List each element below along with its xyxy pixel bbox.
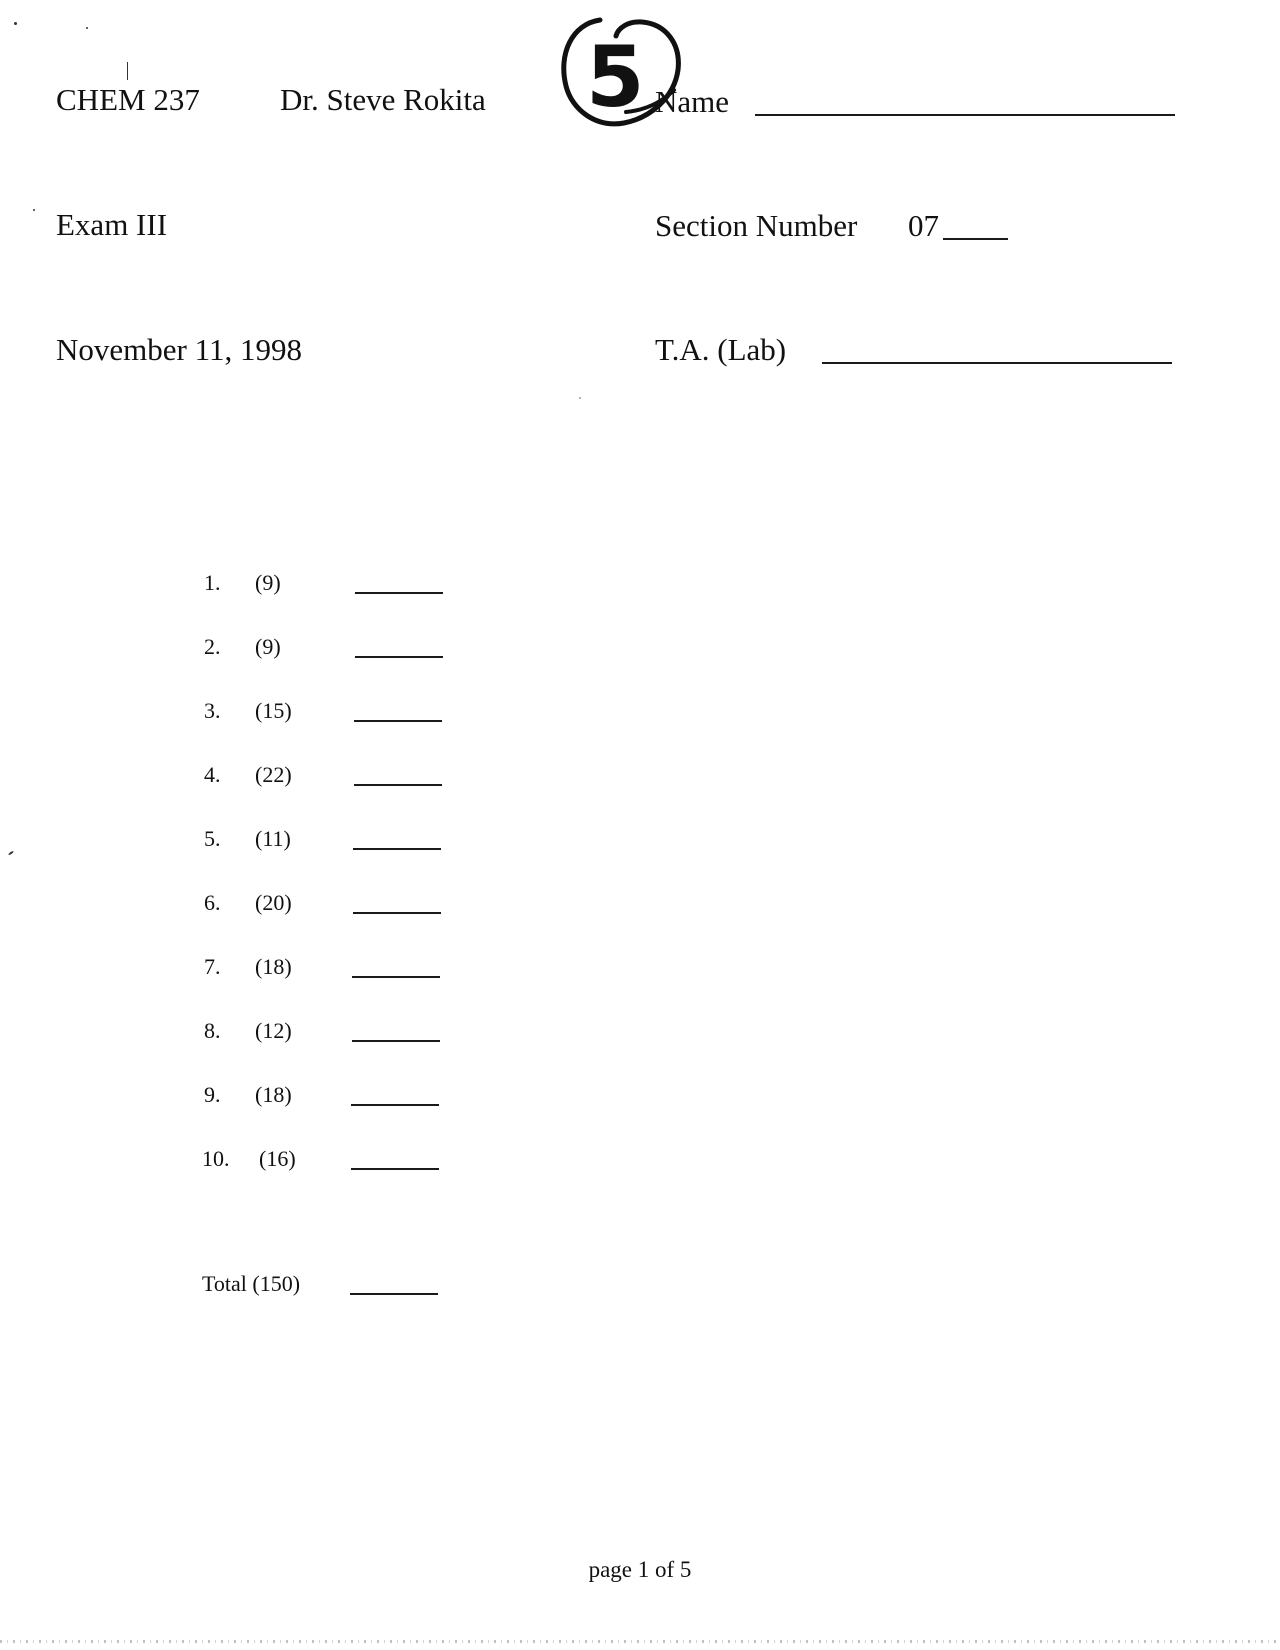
question-number: 4.	[204, 762, 221, 787]
handwritten-mark-text: 5	[586, 28, 645, 126]
ta-lab-field-line[interactable]	[822, 362, 1172, 364]
section-number-line[interactable]	[943, 238, 1008, 240]
name-label: Name	[655, 84, 730, 119]
scan-speck	[8, 850, 14, 855]
question-points: (12)	[255, 1018, 292, 1043]
question-number: 2.	[204, 634, 221, 659]
ta-lab-label: T.A. (Lab)	[655, 332, 787, 367]
question-score-blank[interactable]	[351, 1168, 439, 1170]
question-score-blank[interactable]	[353, 848, 441, 850]
question-points: (18)	[255, 1082, 292, 1107]
question-number: 3.	[204, 698, 221, 723]
scan-speck	[127, 62, 128, 80]
page-number: page 1 of 5	[588, 1557, 692, 1582]
question-score-blank[interactable]	[354, 784, 442, 786]
question-points: (18)	[255, 954, 292, 979]
question-number: 7.	[204, 954, 221, 979]
exam-date: November 11, 1998	[56, 332, 302, 367]
question-score-blank[interactable]	[355, 656, 443, 658]
question-points: (20)	[255, 890, 292, 915]
scan-edge-noise	[0, 1640, 1280, 1643]
question-score-blank[interactable]	[351, 1104, 439, 1106]
total-label: Total (150)	[202, 1271, 301, 1296]
question-number: 9.	[204, 1082, 221, 1107]
total-score-blank[interactable]	[350, 1293, 438, 1295]
question-points: (9)	[255, 570, 281, 595]
name-field-line[interactable]	[755, 114, 1175, 116]
scan-speck	[86, 27, 88, 29]
scan-speck	[579, 397, 581, 399]
question-number: 5.	[204, 826, 221, 851]
question-score-blank[interactable]	[355, 592, 443, 594]
question-score-blank[interactable]	[352, 976, 440, 978]
question-points: (16)	[259, 1146, 296, 1171]
section-number-value: 07	[908, 208, 939, 243]
section-number-label: Section Number	[655, 208, 858, 243]
exam-title: Exam III	[56, 207, 168, 242]
question-number: 8.	[204, 1018, 221, 1043]
question-number: 10.	[202, 1146, 230, 1171]
question-score-blank[interactable]	[354, 720, 442, 722]
question-points: (22)	[255, 762, 292, 787]
question-score-blank[interactable]	[352, 1040, 440, 1042]
instructor-name: Dr. Steve Rokita	[280, 82, 486, 117]
question-score-blank[interactable]	[353, 912, 441, 914]
question-points: (11)	[255, 826, 291, 851]
question-number: 6.	[204, 890, 221, 915]
course-code: CHEM 237	[56, 82, 200, 117]
question-number: 1.	[204, 570, 221, 595]
question-points: (9)	[255, 634, 281, 659]
scan-speck	[33, 209, 35, 211]
scan-speck	[14, 22, 17, 25]
question-points: (15)	[255, 698, 292, 723]
